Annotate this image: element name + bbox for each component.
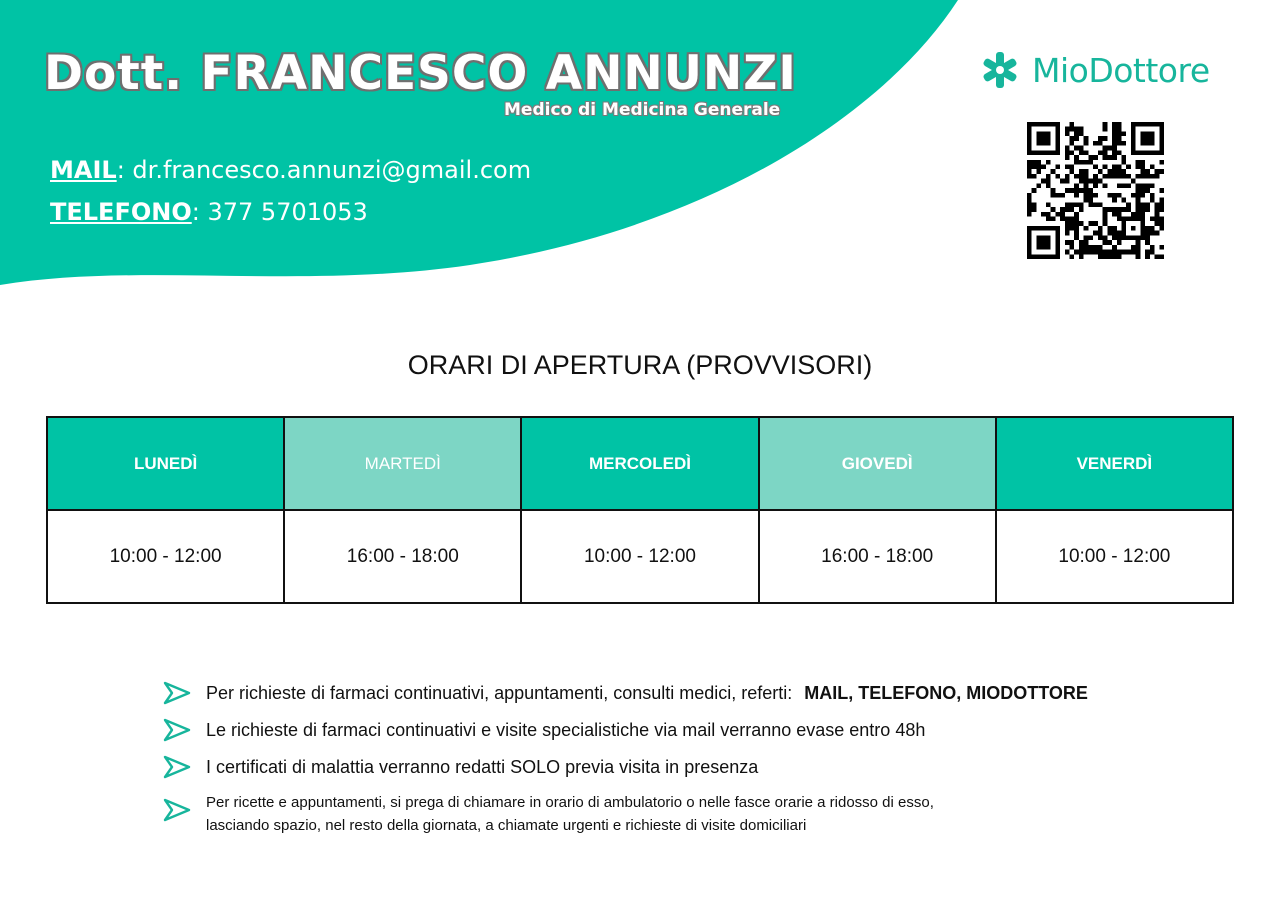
arrow-icon bbox=[162, 717, 192, 743]
arrow-icon bbox=[162, 797, 192, 823]
note-text-line-1: Per ricette e appuntamenti, si prega di chiamare in orario di ambulatorio o nelle fasce orarie a ridosso di esso, bbox=[206, 794, 934, 811]
miodottore-logo-icon bbox=[978, 50, 1022, 90]
day-header-thursday: GIOVEDÌ bbox=[759, 417, 996, 510]
day-header-monday: LUNEDÌ bbox=[47, 417, 284, 510]
arrow-icon bbox=[162, 754, 192, 780]
mail-contact bbox=[50, 156, 531, 184]
day-header-tuesday: MARTEDÌ bbox=[284, 417, 521, 510]
mail-label: MAIL bbox=[50, 156, 117, 184]
phone-separator: : bbox=[191, 198, 200, 226]
hours-tuesday: 16:00 - 18:00 bbox=[284, 510, 521, 603]
hours-row bbox=[47, 510, 1233, 603]
hours-title: ORARI DI APERTURA (PROVVISORI) bbox=[407, 350, 873, 380]
notes-list bbox=[160, 678, 1220, 837]
mail-separator: : bbox=[116, 156, 125, 184]
hours-friday: 10:00 - 12:00 bbox=[996, 510, 1233, 603]
mail-address[interactable]: dr.francesco.annunzi@gmail.com bbox=[132, 156, 532, 184]
phone-label: TELEFONO bbox=[50, 198, 192, 226]
brand-name: MioDottore bbox=[1032, 50, 1210, 90]
note-item bbox=[160, 752, 1220, 789]
phone-number[interactable]: 377 5701053 bbox=[207, 198, 368, 226]
note-text-line-2: lasciando spazio, nel resto della giornata, a chiamate urgenti e richieste di visite domiciliari bbox=[206, 817, 807, 834]
arrow-icon bbox=[162, 680, 192, 706]
days-header-row bbox=[47, 417, 1233, 510]
miodottore-logo[interactable] bbox=[978, 50, 1210, 90]
doctor-name: Dott. FRANCESCO ANNUNZI bbox=[44, 46, 797, 101]
note-text: Le richieste di farmaci continuativi e visite specialistiche via mail verranno evase entro 48h bbox=[206, 720, 926, 740]
hours-thursday: 16:00 - 18:00 bbox=[759, 510, 996, 603]
day-header-wednesday: MERCOLEDÌ bbox=[521, 417, 758, 510]
note-text: I certificati di malattia verranno redatti SOLO previa visita in presenza bbox=[206, 757, 759, 777]
note-contact-channels: MAIL, TELEFONO, MIODOTTORE bbox=[804, 683, 1088, 703]
day-header-friday: VENERDÌ bbox=[996, 417, 1233, 510]
opening-hours-table bbox=[46, 416, 1234, 604]
phone-contact bbox=[50, 198, 368, 226]
doctor-subtitle: Medico di Medicina Generale bbox=[504, 100, 781, 120]
note-item bbox=[160, 789, 1220, 837]
qr-code[interactable] bbox=[1027, 122, 1164, 259]
hours-wednesday: 10:00 - 12:00 bbox=[521, 510, 758, 603]
note-item bbox=[160, 678, 1220, 715]
note-item bbox=[160, 715, 1220, 752]
hours-monday: 10:00 - 12:00 bbox=[47, 510, 284, 603]
note-text: Per richieste di farmaci continuativi, appuntamenti, consulti medici, referti: bbox=[206, 683, 793, 703]
